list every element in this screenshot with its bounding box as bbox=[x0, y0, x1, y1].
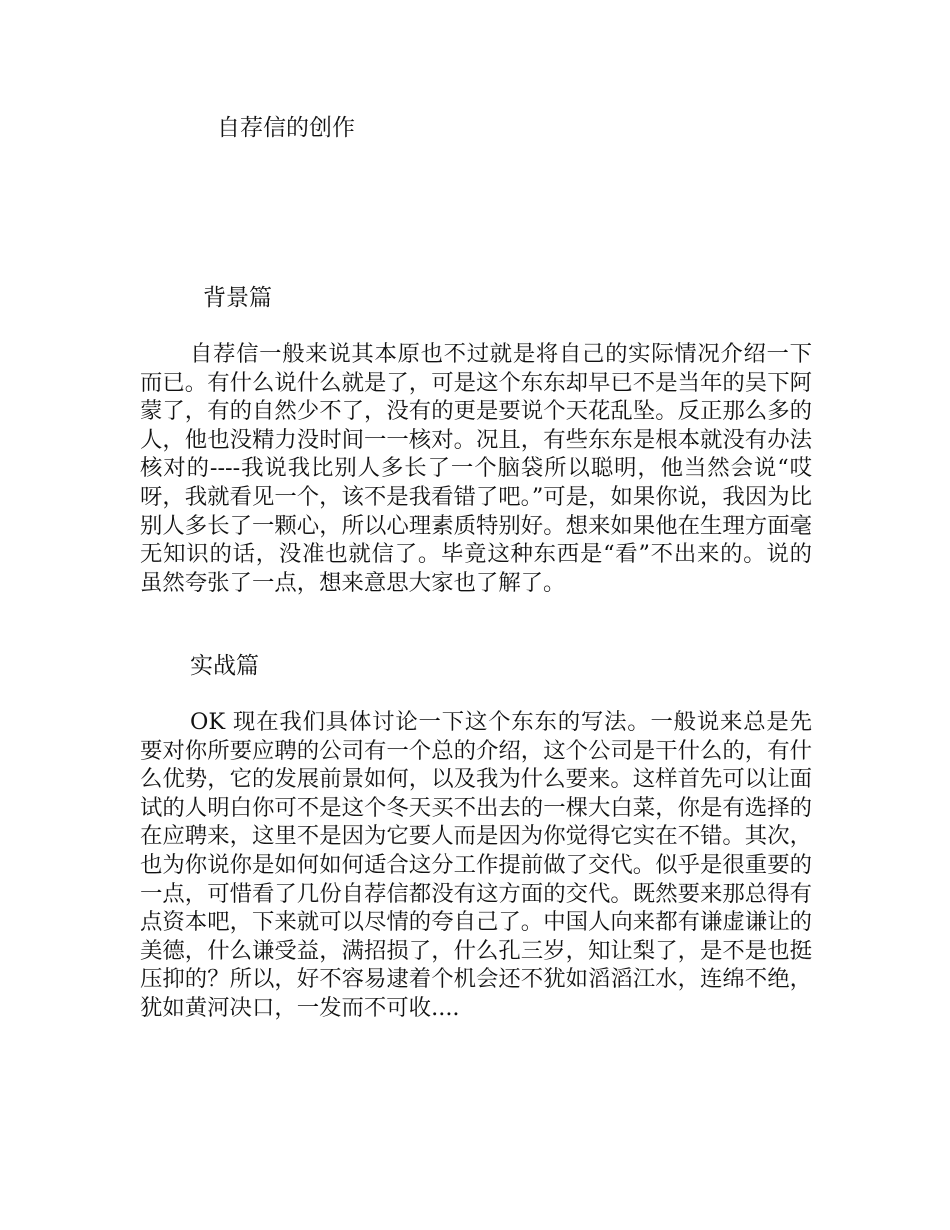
document-title: 自荐信的创作 bbox=[217, 115, 355, 141]
section-paragraph-background: 自荐信一般来说其本原也不过就是将自己的实际情况介绍一下而已。有什么说什么就是了，可是这个东东却早已不是当年的吴下阿蒙了，有的自然少不了，没有的更是要说个天花乱坠。反正那么多的人，他也没精力没时间一一核对。况且，有些东东是根本就没有办法核对的----我说我比别人多长了一个脑袋所以聪明，他当然会说“哎呀，我就看见一个，该不是我看错了吧。”可是，如果你说，我因为比别人多长了一颗心，所以心理素质特别好。想来如果他在生理方面毫无知识的话，没准也就信了。毕竟这种东西是“看”不出来的。说的虽然夸张了一点，想来意思大家也了解了。 bbox=[140, 341, 812, 596]
section-paragraph-practice: OK 现在我们具体讨论一下这个东东的写法。一般说来总是先要对你所要应聘的公司有一个总的介绍，这个公司是干什么的，有什么优势，它的发展前景如何，以及我为什么要来。这样首先可以让面试的人明白你可不是这个冬天买不出去的一棵大白菜，你是有选择的在应聘来，这里不是因为它要人而是因为你觉得它实在不错。其次，也为你说你是如何如何适合这分工作提前做了交代。似乎是很重要的一点，可惜看了几份自荐信都没有这方面的交代。既然要来那总得有点资本吧，下来就可以尽情的夸自己了。中国人向来都有谦虚谦让的美德，什么谦受益，满招损了，什么孔三岁，知让梨了，是不是也挺压抑的？所以，好不容易逮着个机会还不犹如滔滔江水，连绵不绝，犹如黄河决口，一发而不可收.... bbox=[140, 709, 812, 1021]
section-heading-background: 背景篇 bbox=[203, 285, 272, 311]
section-heading-practice: 实战篇 bbox=[190, 653, 259, 679]
